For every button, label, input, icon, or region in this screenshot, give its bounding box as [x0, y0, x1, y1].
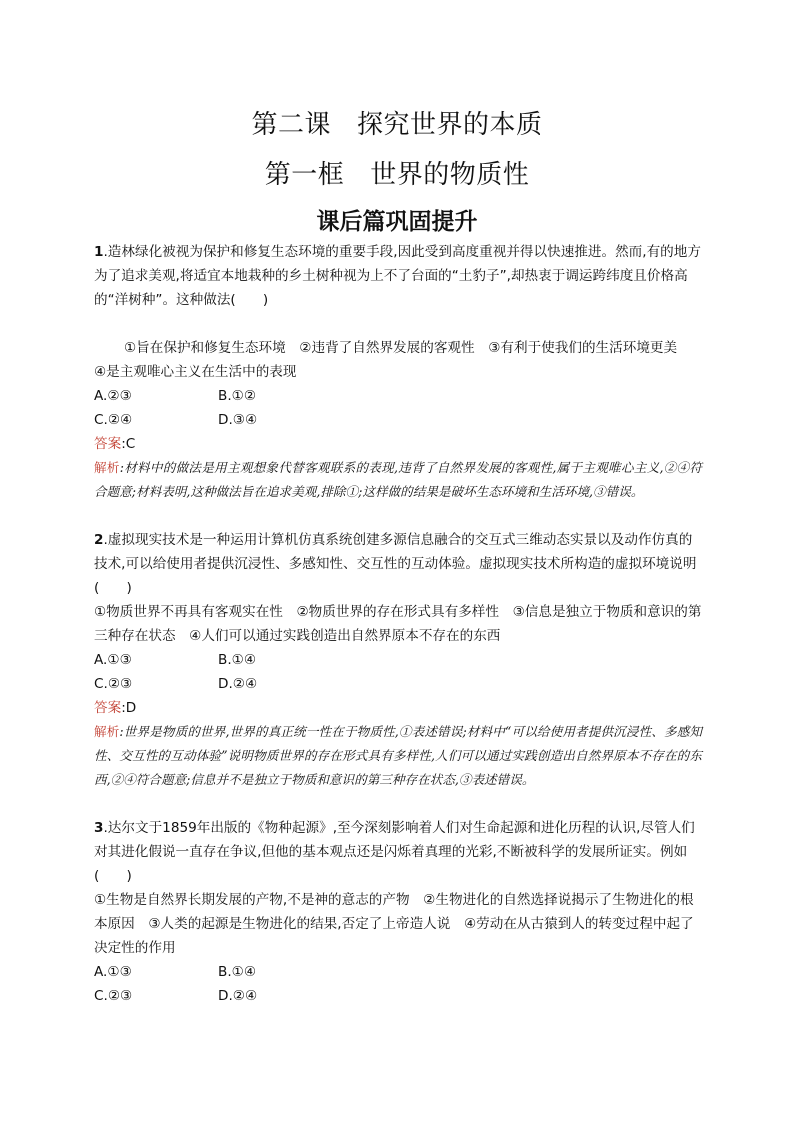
question-1-statements: ①旨在保护和修复生态环境 ②违背了自然界发展的客观性 ③有利于使我们的生活环境更美 ④是主观唯心主义在生活中的表现 [94, 340, 691, 380]
section-topic: 世界的物质性 [370, 160, 530, 190]
answer-value: :D [121, 700, 137, 716]
question-2-statements: ①物质世界不再具有客观实在性 ②物质世界的存在形式具有多样性 ③信息是独立于物质和意识的第三种存在状态 ④人们可以通过实践创造出自然界原本不存在的东西 [94, 604, 702, 644]
explanation-text: :材料中的做法是用主观想象代替客观联系的表现,违背了自然界发展的客观性,属于主观唯心主义,②④符合题意;材料表明,这种做法旨在追求美观,排除①;这样做的结果是破坏生态环境和生活环境,③错误。 [94, 460, 702, 499]
question-2-stem [94, 528, 702, 600]
question-text: .造林绿化被视为保护和修复生态环境的重要手段,因此受到高度重视并得以快速推进。然而,有的地方为了追求美观,将适宜本地栽种的乡土树种视为上不了台面的“土豹子”,却热衷于调运跨纬度且价格高的“洋树种”。这种做法( ) [94, 244, 701, 308]
option-a: A.①③ [94, 964, 132, 980]
lesson-topic: 探究世界的本质 [357, 110, 543, 140]
lesson-title [0, 104, 794, 141]
explanation-label: 解析 [94, 460, 120, 475]
section-number: 第一框 [264, 160, 345, 190]
option-b: B.①④ [218, 652, 257, 668]
option-a: A.①③ [94, 652, 132, 668]
explanation-text: :世界是物质的世界,世界的真正统一性在于物质性,①表述错误;材料中“可以给使用者提供沉浸性、多感知性、交互性的互动体验”说明物质世界的存在形式具有多样性,人们可以通过实践创造出自然界原本不存在的东西,②④符合题意;信息并不是独立于物质和意识的第三种存在状态,③表述错误。 [94, 724, 702, 787]
question-1-answer [94, 432, 135, 456]
option-b: B.①④ [218, 964, 257, 980]
option-c: C.②③ [94, 988, 133, 1004]
question-2-answer [94, 696, 136, 720]
answer-value: :C [121, 436, 136, 452]
explanation-label: 解析 [94, 724, 120, 739]
section-title [0, 154, 794, 191]
question-number: 2 [94, 532, 104, 548]
question-text: .虚拟现实技术是一种运用计算机仿真系统创建多源信息融合的交互式三维动态实景以及动作仿真的技术,可以给使用者提供沉浸性、多感知性、交互性的互动体验。虚拟现实技术所构造的虚拟环境说明( ) [94, 532, 697, 596]
option-d: D.③④ [218, 412, 258, 428]
question-3-statements: ①生物是自然界长期发展的产物,不是神的意志的产物 ②生物进化的自然选择说揭示了生物进化的根本原因 ③人类的起源是生物进化的结果,否定了上帝造人说 ④劳动在从古猿到人的转变过程中起了决定性的作用 [94, 892, 694, 956]
question-number: 3 [94, 820, 104, 836]
option-c: C.②③ [94, 676, 133, 692]
question-1-stem [94, 240, 702, 312]
question-number: 1 [94, 244, 104, 260]
answer-label: 答案 [94, 436, 122, 452]
page-subtitle: 课后篇巩固提升 [316, 209, 478, 235]
question-2-explanation [94, 720, 702, 792]
option-a: A.②③ [94, 388, 132, 404]
lesson-number: 第二课 [251, 110, 331, 140]
option-b: B.①② [218, 388, 257, 404]
option-d: D.②④ [218, 676, 258, 692]
option-c: C.②④ [94, 412, 133, 428]
question-1-explanation [94, 456, 702, 504]
question-text: .达尔文于1859年出版的《物种起源》,至今深刻影响着人们对生命起源和进化历程的认识,尽管人们对其进化假说一直存在争议,但他的基本观点还是闪烁着真理的光彩,不断被科学的发展所证实。例如( ) [94, 820, 695, 884]
option-d: D.②④ [218, 988, 258, 1004]
answer-label: 答案 [94, 700, 122, 716]
question-3-stem [94, 816, 702, 888]
